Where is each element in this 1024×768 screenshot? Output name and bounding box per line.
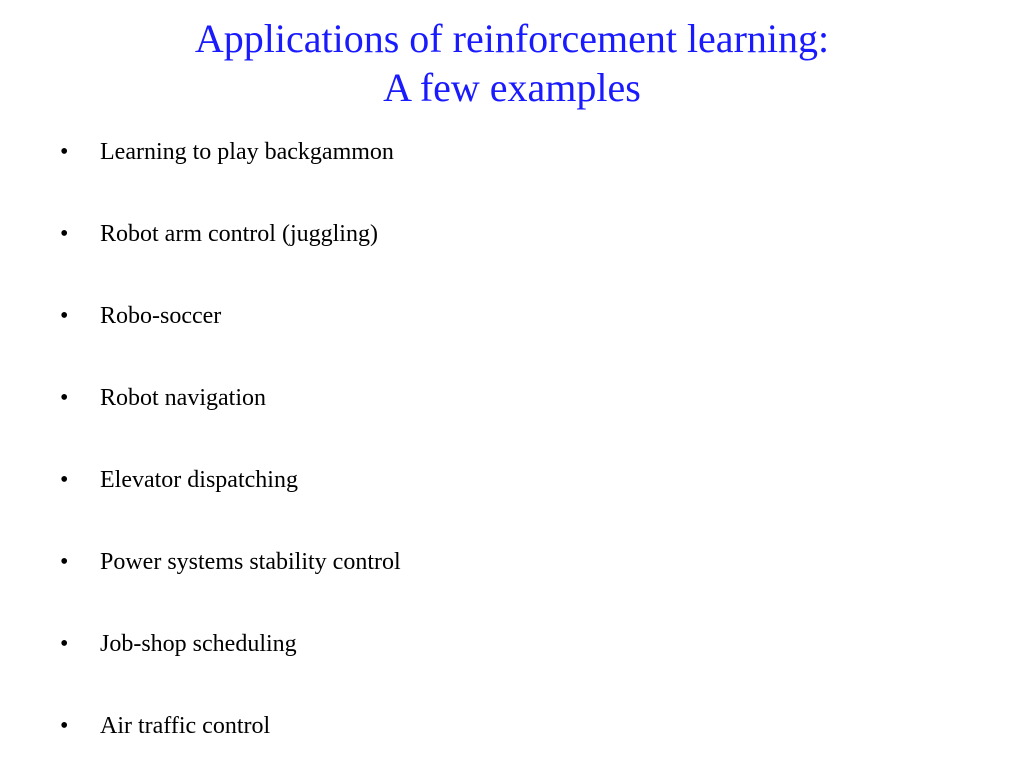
bullet-icon: • bbox=[60, 385, 69, 411]
list-item-text: Learning to play backgammon bbox=[100, 139, 394, 165]
title-line-1: Applications of reinforcement learning: bbox=[194, 16, 830, 61]
list-item-text: Job-shop scheduling bbox=[100, 631, 297, 657]
bullet-icon: • bbox=[60, 303, 69, 329]
list-item-text: Elevator dispatching bbox=[100, 467, 298, 493]
bullet-icon: • bbox=[60, 139, 69, 165]
slide-title bbox=[0, 14, 1024, 112]
bullet-icon: • bbox=[60, 467, 69, 493]
list-item-text: Robot arm control (juggling) bbox=[100, 221, 378, 247]
bullet-icon: • bbox=[60, 631, 69, 657]
list-item-text: Robot navigation bbox=[100, 385, 266, 411]
list-item-text: Robo-soccer bbox=[100, 303, 222, 329]
title-line-2: A few examples bbox=[383, 65, 641, 110]
bullet-icon: • bbox=[60, 549, 69, 575]
list-item-text: Air traffic control bbox=[100, 713, 271, 739]
list-item-text: Power systems stability control bbox=[100, 549, 401, 575]
bullet-icon: • bbox=[60, 713, 69, 739]
bullet-icon: • bbox=[60, 221, 69, 247]
